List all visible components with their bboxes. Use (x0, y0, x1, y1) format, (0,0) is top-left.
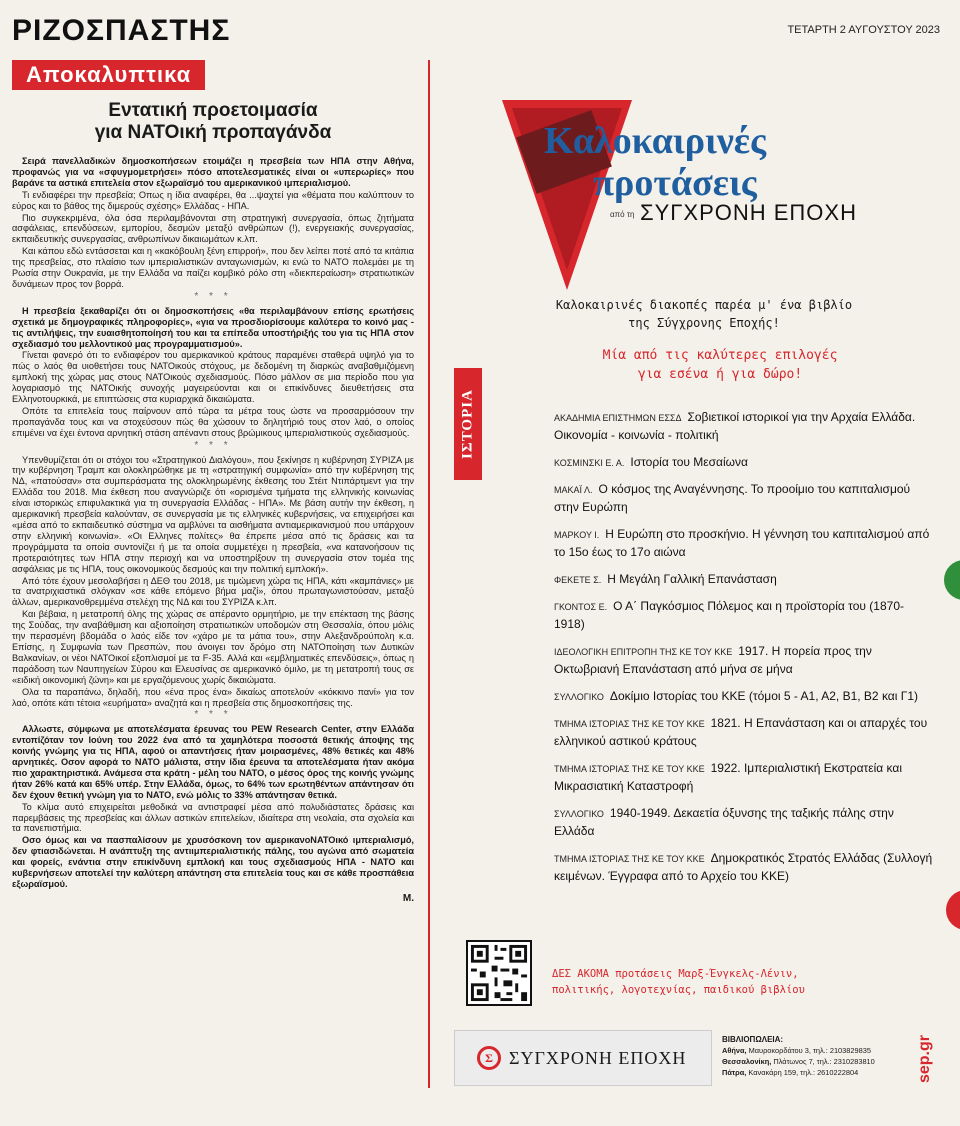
section-separator: * * * (194, 709, 232, 721)
paragraph: Γίνεται φανερό ότι το ενδιαφέρον του αμερικανικού κράτους παραμένει σταθερά υψηλό για το πώς ο λαός θα υιοθετήσει τους ΝΑΤΟικούς στόχους, με δεδομένη τη διαρκώς αναβαθμιζόμενη εμπλοκή της χώρας μας στους ΝΑΤΟικούς σχεδιασμούς. Πόσο μάλλον σε μια περίοδο που για λογαριασμό της ΝΑΤΟικής συνοχής μαγειρεύονται και οι επικίνδυνες διευθετήσεις στα Ελληνοτουρκικά, με επιπτώσεις στα κυριαρχικά δικαιώματα. (12, 350, 414, 405)
category-tag-label: ΙΣΤΟΡΙΑ (459, 389, 476, 459)
masthead: ΡΙΖΟΣΠΑΣΤΗΣ (12, 14, 231, 47)
store-athens (722, 1045, 875, 1056)
paragraph: Από τότε έχουν μεσολαβήσει η ΔΕΘ του 2018, με τιμώμενη χώρα τις ΗΠΑ, κάτι «καμπάνιες» με τα ανατριχιαστικά σλόγκαν «σε κάθε επόμενο βήμα μαζί», όπου πρωταγωνιστούσαν, μεταξύ άλλων, αμερικανοθρεμμένα στελέχη της ΝΔ και του ΣΥΡΙΖΑ κ.λπ. (12, 575, 414, 608)
paragraph: Υπενθυμίζεται ότι οι στόχοι του «Στρατηγικού Διαλόγου», που ξεκίνησε η κυβέρνηση ΣΥΡΙΖΑ με την κυβέρνηση Τραμπ και ολοκληρώθηκε με τη «στρατηγική συμφωνία» από την κυβέρνηση της ΝΔ, «πατούσαν» στα συμπεράσματα της ολοκληρωμένης έκθεσης του Στέιτ Ντιπάρτμεντ για την Ελλάδα του 2018. Μια έκθεση που αναγνώριζε ότι «ορισμένα τμήματα της ελληνικής κοινωνίας είναι ιστορικώς επιφυλακτικά για τη συνεργασία Ελλάδας - ΗΠΑ». Με βάση αυτήν την έκθεση, η αμερικανική πρεσβεία καλούνταν, σε συνεργασία με τις ελληνικές κυβερνήσεις, να επιχειρήσει και «μέσα από το εκπαιδευτικό σύστημα να αμβλύνει τα αισθήματα αντιαμερικανισμού που υπάρχουν στην ελληνική κοινωνία». «Οι Ελληνες πολίτες» θα έπρεπε μέσα από τις δράσεις και τα προγράμματα τα οποία συντονίζει ή με τα οποία συμμετέχει η πρεσβεία, «να κατανοήσουν τις προτεραιότητες των ΗΠΑ στην περιοχή και να υποστηρίξουν τη συνεργασία στον τομέα της ασφάλειας με τις ΗΠΑ, τους οικονομικούς δεσμούς και την πολιτική εμπλοκή». (12, 454, 414, 574)
publisher-logo (454, 1030, 712, 1086)
bookstores-info (722, 1034, 875, 1078)
paragraph: Η πρεσβεία ξεκαθαρίζει ότι οι δημοσκοπήσεις «θα περιλαμβάνουν επίσης ερωτήσεις σχετικά με δημογραφικές πληροφορίες», «για να προσδιορίσουμε καλύτερα το κοινό μας - τις αντιλήψεις, την ευαισθητοποίησή του και τα επίπεδα υποστήριξής του για τις ΗΠΑ στον σχεδιασμό του μελλοντικού μας προγραμματισμού». (12, 305, 414, 349)
book-author: ΓΚΟΝΤΟΣ Ε. (554, 602, 608, 612)
book-title: Ο Α΄ Παγκόσμιος Πόλεμος και η προϊστορία του (1870-1918) (554, 599, 904, 631)
book-item (554, 804, 934, 840)
store-city: Θεσσαλονίκη, (722, 1057, 772, 1066)
section-separator: * * * (194, 290, 232, 302)
store-thessaloniki (722, 1056, 875, 1067)
book-item (554, 642, 934, 678)
book-title: 1922. Ιμπεριαλιστική Εκστρατεία και Μικρασιατική Καταστροφή (554, 761, 903, 793)
website-link[interactable] (916, 1030, 934, 1088)
book-item (554, 453, 934, 471)
paragraph: Και κάπου εδώ εντάσσεται και η «κακόβουλη ξένη επιρροή», που δεν λείπει ποτέ από τα κιτάπια της πρεσβείας, στο πλαίσιο των ιμπεριαλιστικών ανταγωνισμών, κι ενώ το ΝΑΤΟ πολεμάει με τη Ρωσία στην Ουκρανία, με την Ελλάδα να παίζει κομβικό ρόλο στη «διεκπεραίωση» στρατιωτικών δυνάμεων προς τον βορρά. (12, 246, 414, 289)
column-divider (428, 60, 430, 1088)
book-author: ΑΚΑΔΗΜΙΑ ΕΠΙΣΤΗΜΩΝ ΕΣΣΔ (554, 413, 682, 423)
publisher-logo-icon: Σ (477, 1046, 501, 1070)
book-author: ΤΜΗΜΑ ΙΣΤΟΡΙΑΣ ΤΗΣ ΚΕ ΤΟΥ ΚΚΕ (554, 764, 705, 774)
store-address: Μαυροκορδάτου 3, τηλ.: 2103829835 (748, 1046, 871, 1055)
book-item (554, 525, 934, 561)
store-city: Πάτρα, (722, 1068, 747, 1077)
ad-tagline (544, 296, 864, 332)
store-city: Αθήνα, (722, 1046, 747, 1055)
book-author: ΤΜΗΜΑ ΙΣΤΟΡΙΑΣ ΤΗΣ ΚΕ ΤΟΥ ΚΚΕ (554, 719, 705, 729)
book-item (554, 759, 934, 795)
book-title: Ιστορία του Μεσαίωνα (630, 455, 748, 469)
ad-title (544, 120, 766, 204)
book-title: Η Ευρώπη στο προσκήνιο. Η γέννηση του καπιταλισμού από το 15ο έως το 17ο αιώνα (554, 527, 930, 559)
book-author: ΚΟΣΜΙΝΣΚΙ Ε. Α. (554, 458, 625, 468)
book-item (554, 570, 934, 588)
article-headline (12, 100, 414, 144)
book-title: 1821. Η Επανάσταση και οι απαρχές του ελληνικού αστικού κράτους (554, 716, 928, 748)
qr-code-icon[interactable] (466, 940, 532, 1006)
book-title: Δοκίμιο Ιστορίας του ΚΚΕ (τόμοι 5 - Α1, Α2, Β1, Β2 και Γ1) (609, 689, 919, 703)
section-kicker: Αποκαλυπτικα (12, 60, 205, 90)
paragraph: Το κλίμα αυτό επιχειρείται μεθοδικά να αντιστραφεί μέσα από πολυδιάστατες δράσεις και παρεμβάσεις της πρεσβείας και άλλων αστικών επιτελείων, ιδιαίτερα στη νεολαία, στα σχολεία και τα πανεπιστήμια. (12, 801, 414, 834)
ad-title-line-1: Καλοκαιρινές (544, 120, 767, 162)
highlight-line-2: για εσένα ή για δώρο! (637, 367, 803, 382)
issue-date: ΤΕΤΑΡΤΗ 2 ΑΥΓΟΥΣΤΟΥ 2023 (787, 24, 940, 36)
paragraph: Πιο συγκεκριμένα, όλα όσα περιλαμβάνονται στη στρατηγική συνεργασία, όπως ζητήματα ασφάλειας, επενδύσεων, εμπορίου, δεσμών μεταξύ ανθρώπων (!), ενεργειακής συνεργασίας, εκπαιδευτικής συνεργασίας, ανθρωπίνων δικαιωμάτων κ.λπ. (12, 212, 414, 245)
paragraph: Και βέβαια, η μετατροπή όλης της χώρας σε απέραντο ορμητήριο, με την επέκταση της βάσης της Σούδας, την αναβάθμιση και αξιοποίηση στρατιωτικών υποδομών στη Θεσσαλία, όπου μόλις την περασμένη βδομάδα ο λαός είδε τον «χάρο με τα μάτια του», στην Αλεξανδρούπολη κ.α. Επίσης, η Συμφωνία των Πρεσπών, που άνοιγει τον δρόμο στη ΝΑΤΟποίηση των Δυτικών Βαλκανίων, οι νέοι ΝΑΤΟικοί εξοπλισμοί με τα F-35. Αλλά και «εμβληματικές επενδύσεις», όπως η παράδοση των Ναυπηγείων Σύρου και Ελευσίνας σε αμερικανικό όμιλο, με τη μετατροπή τους σε «ειδική οικονομική ζώνη» και με εργαζόμενους χωρίς δικαιώματα. (12, 609, 414, 685)
decorative-circle (946, 890, 960, 930)
tagline-line-1: Καλοκαιρινές διακοπές παρέα μ' ένα βιβλίο (555, 298, 853, 312)
paragraph: Τι ενδιαφέρει την πρεσβεία; Οπως η ίδια αναφέρει, θα ...ψαχτεί για «θέματα που καλύπτουν το εύρος και το βάθος της διμερούς σχέσης» Ελλάδας - ΗΠΑ. (12, 189, 414, 211)
more-line-2: πολιτικής, λογοτεχνίας, παιδικού βιβλίου (552, 984, 805, 996)
book-title: Ο κόσμος της Αναγέννησης. Το προοίμιο του καπιταλισμού στην Ευρώπη (554, 482, 911, 514)
store-address: Πλάτωνος 7, τηλ.: 2310283810 (773, 1057, 875, 1066)
ad-highlight (570, 346, 870, 384)
book-item (554, 597, 934, 633)
book-author: ΣΥΛΛΟΓΙΚΟ (554, 809, 604, 819)
tagline-line-2: της Σύγχρονης Εποχής! (628, 316, 780, 330)
book-author: ΜΑΚΑΪ Λ. (554, 485, 593, 495)
book-author: ΙΔΕΟΛΟΓΙΚΗ ΕΠΙΤΡΟΠΗ ΤΗΣ ΚΕ ΤΟΥ ΚΚΕ (554, 647, 733, 657)
highlight-line-1: Μία από τις καλύτερες επιλογές (602, 348, 838, 363)
book-author: ΜΑΡΚΟΥ Ι. (554, 530, 600, 540)
book-author: ΣΥΛΛΟΓΙΚΟ (554, 692, 604, 702)
article-column (12, 60, 414, 905)
book-item (554, 687, 934, 705)
section-separator: * * * (194, 439, 232, 451)
book-title: Δημοκρατικός Στρατός Ελλάδας (Συλλογή κειμένων. Έγγραφα από το Αρχείο του ΚΚΕ) (554, 851, 933, 883)
more-suggestions (552, 966, 872, 998)
book-list (554, 408, 934, 894)
paragraph: Ολα τα παραπάνω, δηλαδή, που «ένα προς ένα» δικαίως αποτελούν «κόκκινο πανί» για τον λαό, οπότε κάτι τέτοια «ευρήματα» αναζητά και η πρεσβεία στις δημοσκοπήσεις της. (12, 686, 414, 708)
book-title: 1917. Η πορεία προς την Οκτωβριανή Επανάσταση από μήνα σε μήνα (554, 644, 872, 676)
publisher-footer (454, 1030, 933, 1086)
website-label[interactable]: sep.gr (916, 1034, 933, 1084)
book-item (554, 714, 934, 750)
category-tag (454, 368, 482, 480)
book-advertisement (440, 60, 940, 1100)
more-line-1: ΔΕΣ ΑΚΟΜΑ προτάσεις Μαρξ-Ένγκελς-Λένιν, (552, 968, 799, 980)
ad-title-line-2: προτάσεις (593, 162, 757, 204)
decorative-circle (944, 560, 960, 600)
publisher-name: ΣΥΓΧΡΟΝΗ ΕΠΟΧΗ (509, 1047, 687, 1068)
paragraph: Σειρά πανελλαδικών δημοσκοπήσεων ετοιμάζει η πρεσβεία των ΗΠΑ στην Αθήνα, προφανώς για να «σφυγμομετρήσει» πόσο αποτελεσματικές είναι οι «υπερωρίες» που βαράνε τα αστικά επιτελεία στον εξωραϊσμό του αμερικανικού ιμπεριαλισμού. (12, 156, 414, 188)
article-body (12, 156, 414, 905)
book-author: ΤΜΗΜΑ ΙΣΤΟΡΙΑΣ ΤΗΣ ΚΕ ΤΟΥ ΚΚΕ (554, 854, 705, 864)
book-item (554, 480, 934, 516)
store-address: Κανακάρη 159, τηλ.: 2610222804 (748, 1068, 859, 1077)
book-title: 1940-1949. Δεκαετία όξυνσης της ταξικής πάλης στην Ελλάδα (554, 806, 894, 838)
book-title: Η Μεγάλη Γαλλική Επανάσταση (607, 572, 777, 586)
headline-line-2: για ΝΑΤΟική προπαγάνδα (94, 122, 332, 143)
author-signature: Μ. (402, 892, 414, 904)
paragraph: Αλλωστε, σύμφωνα με αποτελέσματα έρευνας του PEW Research Center, στην Ελλάδα εντοπίζόταν τον Ιούνη του 2022 ένα από τα χαμηλότερα ποσοστά θετικής άποψης της κοινής γνώμης για τις ΗΠΑ, αφού οι απαντήσεις ήταν μοιρασμένες, 48% θετικές και 48% αρνητικές. Οσον αφορά το ΝΑΤΟ μάλιστα, στην ίδια έρευνα τα αποτελέσματα ήταν ακόμα πιο χαρακτηριστικά. Ανάμεσα στα κράτη - μέλη του ΝΑΤΟ, ο μέσος όρος της κοινής γνώμης ήταν 26% κατά και 65% υπέρ. Στην Ελλάδα, όμως, το 64% των ερωτηθέντων απάντησαν ότι δεν έχουν θετική γνώμη για το ΝΑΤΟ, ενώ μόλις το 33% απάντησαν θετικά. (12, 724, 414, 800)
book-item (554, 849, 934, 885)
book-author: ΦΕΚΕΤΕ Σ. (554, 575, 602, 585)
paragraph: Οσο όμως και να πασπαλίσουν με χρυσόσκονη τον αμερικανοΝΑΤΟικό ιμπεριαλισμό, δεν φτιασιδώνεται. Η ανάπτυξη της αντιιμπεριαλιστικής πάλης, του αγώνα από σωματεία και φορείς, ενάντια στην επικίνδυνη εμπλοκή και τους σχεδιασμούς ΗΠΑ - ΝΑΤΟ και κυβερνήσεων αποτελεί την καλύτερη απάντηση στα επιτελεία τους και σε κάθε προσπάθεια εξωραϊσμού. (12, 835, 414, 889)
ad-from: από τη (610, 210, 635, 219)
book-title: Σοβιετικοί ιστορικοί για την Αρχαία Ελλάδα. Οικονομία - κοινωνία - πολιτική (554, 410, 916, 442)
headline-line-1: Εντατική προετοιμασία (108, 100, 318, 121)
book-item (554, 408, 934, 444)
store-patra (722, 1067, 875, 1078)
ad-publisher: ΣΥΓΧΡΟΝΗ ΕΠΟΧΗ (640, 200, 857, 225)
bookstores-heading: ΒΙΒΛΙΟΠΩΛΕΙΑ: (722, 1035, 784, 1044)
paragraph: Οπότε τα επιτελεία τους παίρνουν από τώρα τα μέτρα τους ώστε να προσαρμόσουν την προπαγάνδα τους και να στοχεύσουν πώς θα χώσουν το δηλητήριό τους στον λαό, ο οποίος επιμένει να έχει έντονα αρνητική στάση απέναντι στους βρώμικους ιμπεριαλιστικούς σχεδιασμούς. (12, 405, 414, 438)
